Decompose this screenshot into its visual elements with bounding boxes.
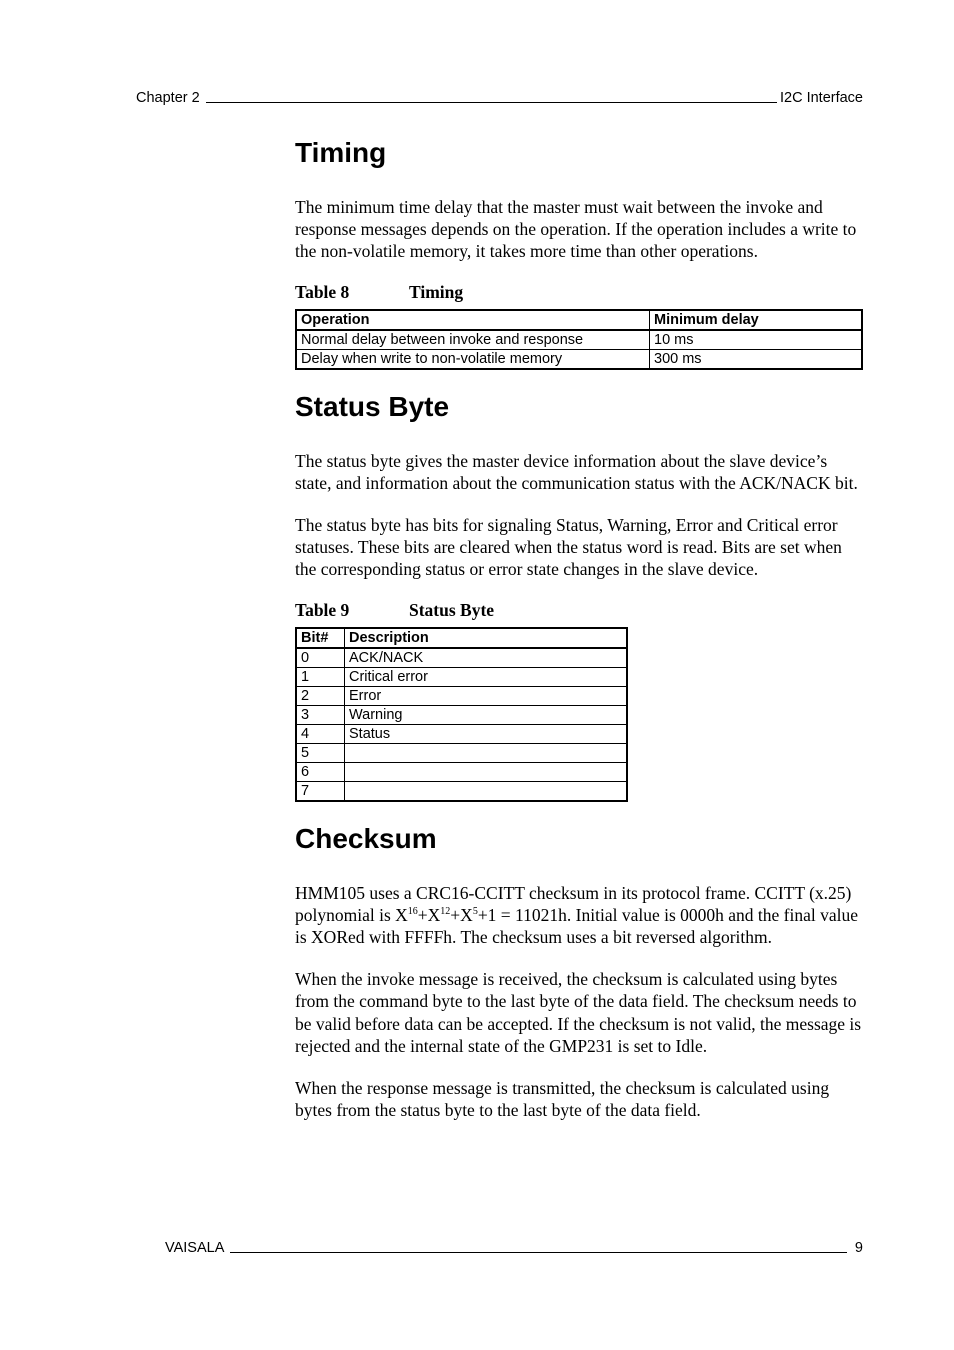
column-header: Operation [296, 310, 650, 330]
table-cell: 300 ms [650, 349, 863, 369]
table8-caption [295, 281, 865, 303]
table-row [296, 686, 627, 705]
column-header: Bit# [296, 628, 345, 648]
status-paragraph-1: The status byte gives the master device information about the slave device’s state, and information about the communication status with the ACK/NACK bit. [295, 450, 858, 493]
table8-title: Timing [409, 281, 464, 302]
table-cell [345, 762, 628, 781]
table-row [296, 349, 862, 369]
table8-number: Table 8 [295, 281, 350, 302]
table-cell: 3 [296, 705, 345, 724]
table-cell [345, 781, 628, 801]
exponent-5: 5 [472, 905, 478, 917]
table-cell: Delay when write to non-volatile memory [296, 349, 650, 369]
exponent-16: 16 [407, 905, 418, 917]
page-content [295, 134, 865, 1121]
timing-table [295, 309, 863, 370]
footer-rule [230, 1252, 847, 1253]
table-cell [345, 743, 628, 762]
table-cell: 5 [296, 743, 345, 762]
exponent-12: 12 [440, 905, 451, 917]
checksum-text-b: +X [417, 904, 441, 925]
table-cell: 7 [296, 781, 345, 801]
table-cell: Status [345, 724, 628, 743]
checksum-paragraph-1 [295, 882, 865, 949]
table9-title: Status Byte [409, 599, 495, 620]
table-cell: Normal delay between invoke and response [296, 330, 650, 350]
table-row [296, 330, 862, 350]
table-row [296, 762, 627, 781]
status-byte-table [295, 627, 628, 802]
checksum-text-d: +1 = 11021h. Initial value is 0000h and the final value is XORed with FFFFh. The checksum uses a bit reversed algorithm. [295, 904, 859, 948]
table-cell: 4 [296, 724, 345, 743]
table-row [296, 648, 627, 668]
table-cell: Critical error [345, 667, 628, 686]
table9-number: Table 9 [295, 599, 350, 620]
table-header-row [296, 310, 862, 330]
heading-checksum: Checksum [295, 822, 437, 854]
table-header-row [296, 628, 627, 648]
header-section: I2C Interface [779, 90, 863, 106]
table-cell: ACK/NACK [345, 648, 628, 668]
table-cell: Warning [345, 705, 628, 724]
page-header [136, 90, 863, 106]
table-row [296, 781, 627, 801]
table-row [296, 724, 627, 743]
table-cell: Error [345, 686, 628, 705]
table-cell: 6 [296, 762, 345, 781]
table-cell: 10 ms [650, 330, 863, 350]
timing-paragraph: The minimum time delay that the master must wait between the invoke and response messages depends on the operation. If the operation includes a write to the non-volatile memory, it takes more time than other operations. [295, 197, 857, 262]
table-cell: 0 [296, 648, 345, 668]
page-number: 9 [854, 1240, 863, 1256]
table9-caption [295, 599, 865, 621]
table-cell: 1 [296, 667, 345, 686]
column-header: Minimum delay [650, 310, 863, 330]
heading-status-byte: Status Byte [295, 390, 450, 422]
table-row [296, 743, 627, 762]
table-row [296, 667, 627, 686]
status-paragraph-2: The status byte has bits for signaling Status, Warning, Error and Critical error statuses. These bits are cleared when the status word is read. Bits are set when the corresponding status or error state changes in the slave device. [295, 515, 842, 580]
checksum-text-a: HMM105 uses a CRC16-CCITT checksum in its protocol frame. CCITT (x.25) polynomial is X [295, 882, 852, 925]
page-footer [165, 1240, 863, 1256]
footer-company: VAISALA [165, 1240, 225, 1256]
table-row [296, 705, 627, 724]
heading-timing: Timing [295, 137, 387, 168]
header-chapter: Chapter 2 [136, 90, 200, 106]
checksum-paragraph-2: When the invoke message is received, the checksum is calculated using bytes from the command byte to the last byte of the data field. The checksum needs to be valid before data can be accepted. If the checksum is not valid, the message is rejected and the internal state of the GMP231 is set to Idle. [295, 969, 862, 1056]
header-rule [206, 102, 777, 103]
column-header: Description [345, 628, 628, 648]
checksum-paragraph-3: When the response message is transmitted, the checksum is calculated using bytes from the status byte to the last byte of the data field. [295, 1078, 830, 1121]
table-cell: 2 [296, 686, 345, 705]
checksum-text-c: +X [450, 904, 473, 925]
